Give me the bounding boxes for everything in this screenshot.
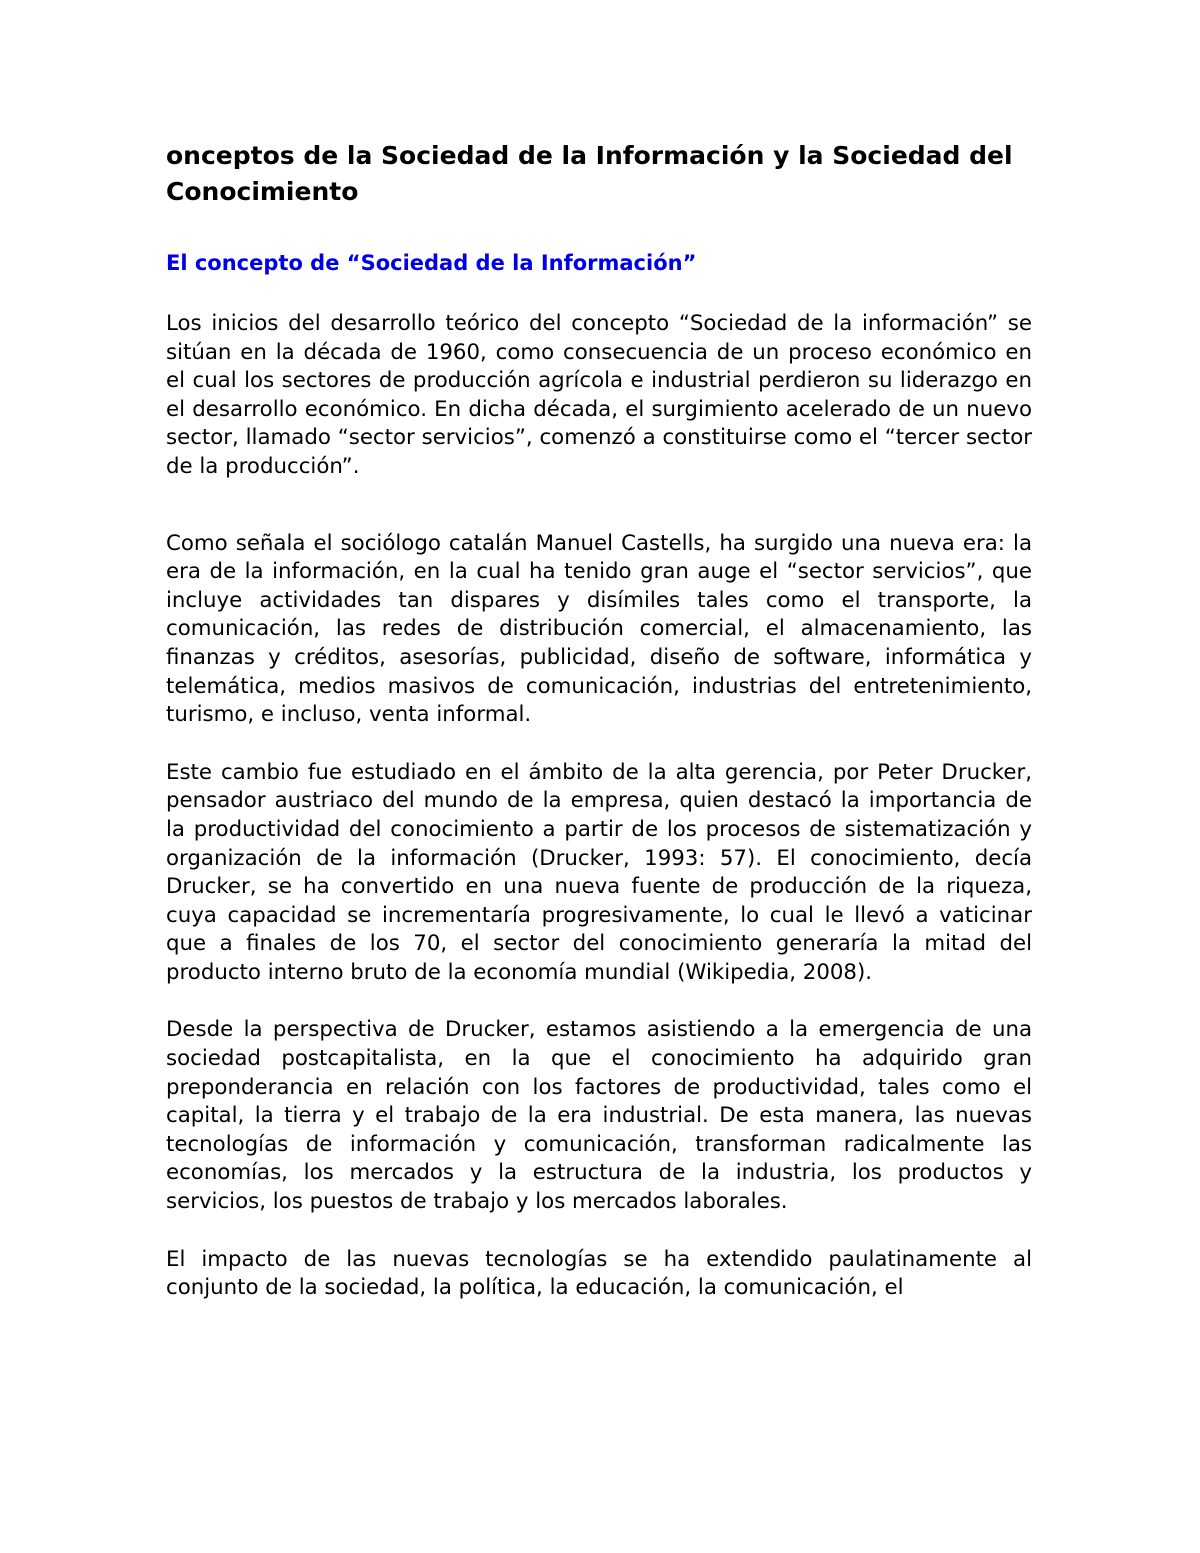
document-title: onceptos de la Sociedad de la Información y la Sociedad del Conocimiento — [166, 141, 1013, 206]
paragraph: El impacto de las nuevas tecnologías se ha extendido paulatinamente al conjunto de la sociedad, la política, la educación, la comunicación, el — [166, 1246, 1032, 1301]
section-heading: El concepto de “Sociedad de la Información” — [166, 251, 697, 275]
paragraph: Este cambio fue estudiado en el ámbito de la alta gerencia, por Peter Drucker, pensador austriaco del mundo de la empresa, quien destacó la importancia de la productividad del conocimiento a partir de los procesos de sistematización y organización de la información (Drucker, 1993: 57). El conocimiento, decía Drucker, se ha convertido en una nueva fuente de producción de la riqueza, cuya capacidad se incrementaría progresivamente, lo cual le llevó a vaticinar que a finales de los 70, el sector del conocimiento generaría la mitad del producto interno bruto de la economía mundial (Wikipedia, 2008). — [166, 759, 1032, 985]
paragraph: Desde la perspectiva de Drucker, estamos asistiendo a la emergencia de una sociedad postcapitalista, en la que el conocimiento ha adquirido gran preponderancia en relación con los factores de productividad, tales como el capital, la tierra y el trabajo de la era industrial. De esta manera, las nuevas tecnologías de información y comunicación, transforman radicalmente las economías, los mercados y la estructura de la industria, los productos y servicios, los puestos de trabajo y los mercados laborales. — [166, 1017, 1032, 1215]
paragraph: Los inicios del desarrollo teórico del concepto “Sociedad de la información” se sitúan en la década de 1960, como consecuencia de un proceso económico en el cual los sectores de producción agrícola e industrial perdieron su liderazgo en el desarrollo económico. En dicha década, el surgimiento acelerado de un nuevo sector, llamado “sector servicios”, comenzó a constituirse como el “tercer sector de la producción”. — [166, 311, 1032, 479]
document-body — [166, 138, 1032, 1303]
paragraph: Como señala el sociólogo catalán Manuel Castells, ha surgido una nueva era: la era de la información, en la cual ha tenido gran auge el “sector servicios”, que incluye actividades tan dispares y disímiles tales como el transporte, la comunicación, las redes de distribución comercial, el almacenamiento, las finanzas y créditos, asesorías, publicidad, diseño de software, informática y telemática, medios masivos de comunicación, industrias del entretenimiento, turismo, e incluso, venta informal. — [166, 530, 1032, 728]
